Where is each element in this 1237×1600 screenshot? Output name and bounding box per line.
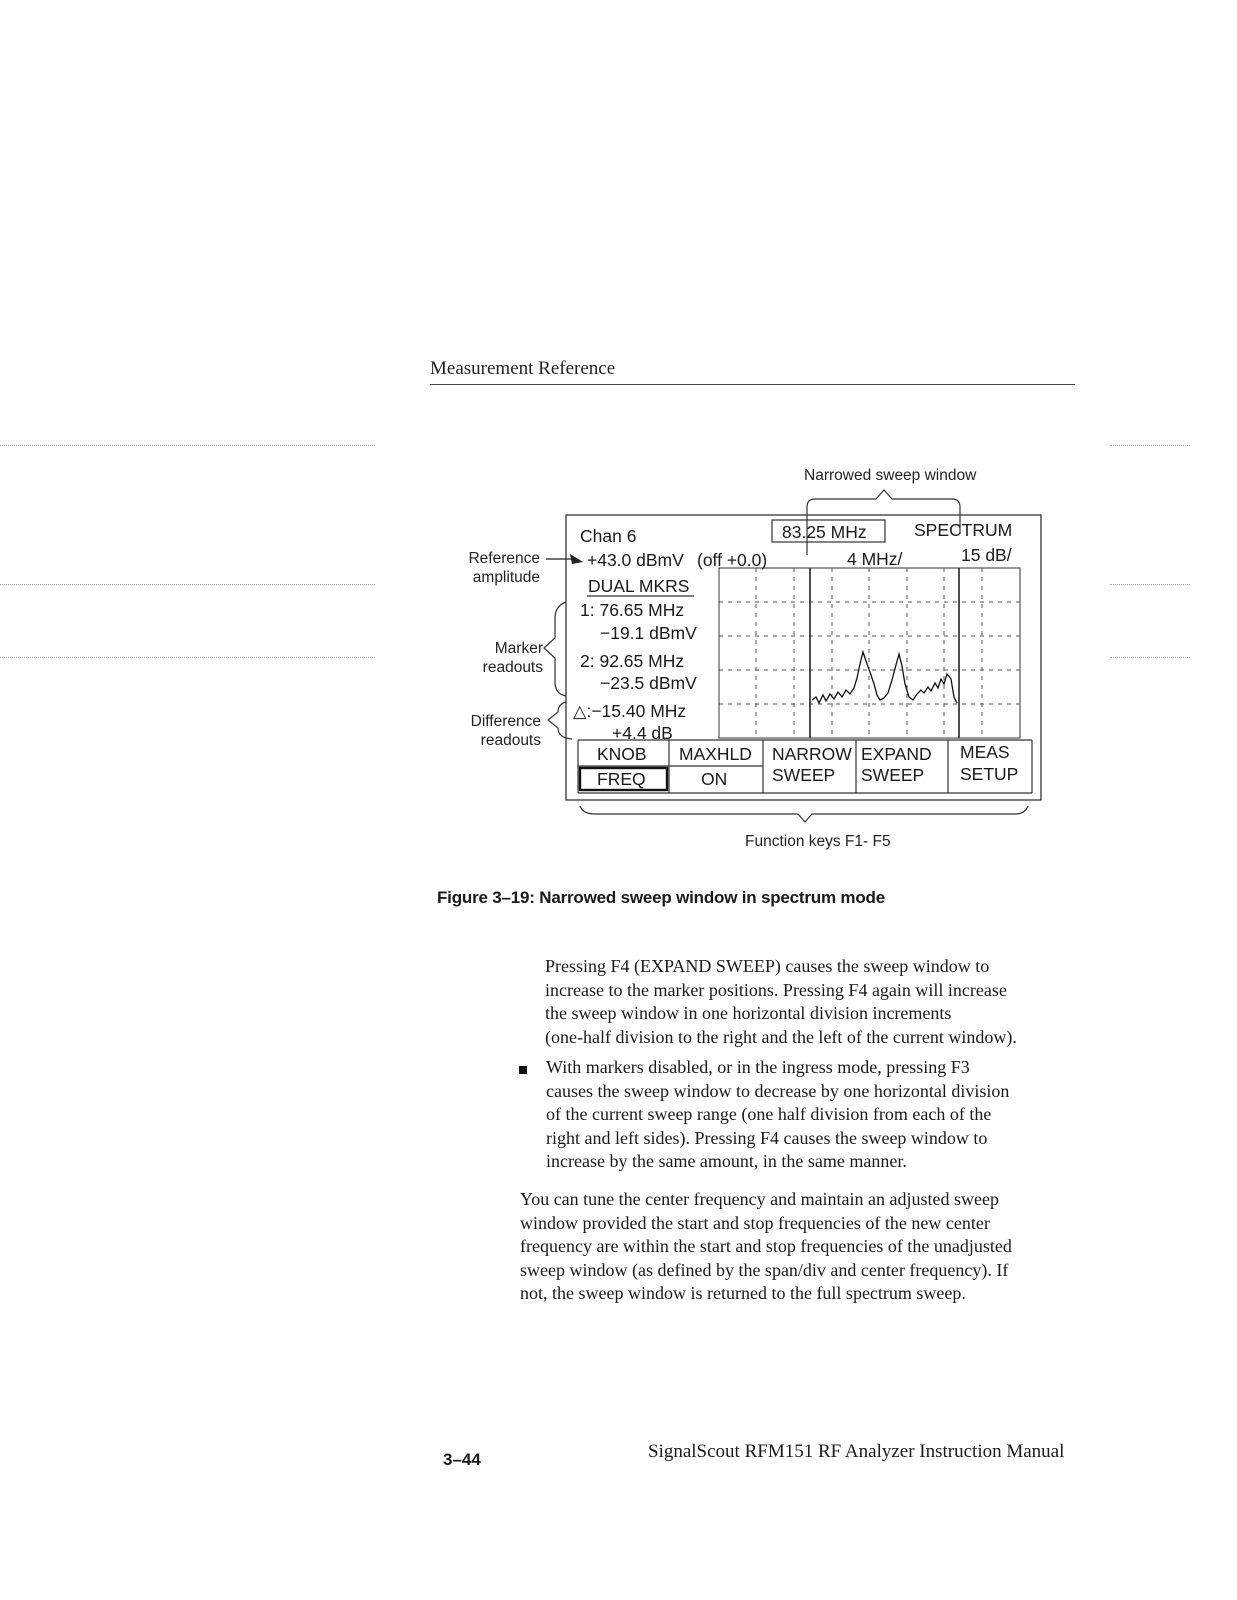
- page-number: 3–44: [443, 1450, 481, 1469]
- callout-line: readouts: [480, 732, 541, 749]
- center-frequency: 83.25 MHz: [782, 522, 867, 542]
- text-line: You can tune the center frequency and maintain an adjusted sweep: [520, 1189, 1000, 1209]
- mode-label: SPECTRUM: [914, 520, 1013, 540]
- manual-title: SignalScout RFM151 RF Analyzer Instruction Manual: [648, 1441, 1065, 1462]
- marker-readouts-callout: [440, 639, 543, 677]
- text-line: frequency are within the start and stop frequencies of the unadjusted: [520, 1236, 1012, 1256]
- f4-key-label-top[interactable]: EXPAND: [861, 744, 932, 764]
- text-line: the sweep window in one horizontal division increments: [545, 1003, 952, 1023]
- function-keys-brace: [580, 806, 1028, 822]
- reference-amplitude-callout: [440, 549, 540, 587]
- spectrum-trace: [812, 652, 957, 703]
- section-title: Measurement Reference: [430, 358, 616, 379]
- difference-readouts-callout: [440, 712, 541, 750]
- callout-line: Reference: [468, 550, 540, 567]
- marker-readouts-brace: [544, 602, 566, 696]
- paragraph-tune-center: [520, 1188, 1012, 1306]
- f5-key-label-bottom[interactable]: SETUP: [960, 764, 1019, 784]
- offset-readout: (off +0.0): [697, 550, 768, 570]
- channel-label: Chan 6: [580, 526, 637, 546]
- text-line: not, the sweep window is returned to the full spectrum sweep.: [520, 1283, 966, 1303]
- delta-frequency: △:−15.40 MHz: [573, 701, 687, 721]
- f5-key-label-top[interactable]: MEAS: [960, 742, 1010, 762]
- callout-line: Difference: [470, 713, 541, 730]
- span-per-division: 4 MHz/: [847, 549, 903, 569]
- text-line: Pressing F4 (EXPAND SWEEP) causes the sweep window to: [545, 956, 990, 976]
- scale-per-division: 15 dB/: [961, 545, 1012, 565]
- difference-readouts-brace: [548, 702, 572, 739]
- marker2-frequency: 2: 92.65 MHz: [580, 651, 685, 671]
- f3-key-label-top[interactable]: NARROW: [772, 744, 852, 764]
- text-line: With markers disabled, or in the ingress mode, pressing F3: [546, 1057, 970, 1077]
- f1-key-label-bottom[interactable]: FREQ: [597, 769, 646, 789]
- text-line: (one-half division to the right and the left of the current window).: [545, 1026, 1017, 1047]
- f3-key-label-bottom[interactable]: SWEEP: [772, 765, 836, 785]
- text-line: of the current sweep range (one half division from each of the: [546, 1104, 992, 1124]
- f4-key-label-bottom[interactable]: SWEEP: [861, 765, 925, 785]
- f2-key-label-bottom[interactable]: ON: [701, 769, 728, 789]
- f2-key-label-top[interactable]: MAXHLD: [679, 744, 752, 764]
- reference-amplitude: +43.0 dBmV: [587, 550, 684, 570]
- marker1-frequency: 1: 76.65 MHz: [580, 600, 685, 620]
- marker2-level: −23.5 dBmV: [600, 673, 697, 693]
- bullet-marker: [519, 1066, 527, 1074]
- text-line: window provided the start and stop frequencies of the new center: [520, 1212, 990, 1233]
- callout-line: amplitude: [472, 569, 540, 586]
- text-line: sweep window (as defined by the span/div and center frequency). If: [520, 1259, 1009, 1280]
- reference-arrow-head: [570, 554, 583, 564]
- callout-line: readouts: [482, 659, 543, 676]
- text-line: causes the sweep window to decrease by one horizontal division: [546, 1080, 1010, 1101]
- markers-title: DUAL MKRS: [588, 576, 690, 596]
- bullet-markers-disabled: [546, 1056, 1009, 1174]
- graticule: [719, 568, 1020, 738]
- marker1-level: −19.1 dBmV: [600, 623, 697, 643]
- delta-level: +4.4 dB: [612, 723, 673, 743]
- figure-caption: Figure 3–19: Narrowed sweep window in spectrum mode: [437, 888, 885, 907]
- narrowed-window-callout: Narrowed sweep window: [804, 467, 977, 484]
- f1-key-label-top[interactable]: KNOB: [597, 744, 647, 764]
- callout-line: Marker: [494, 640, 543, 657]
- text-line: increase to the marker positions. Pressing F4 again will increase: [545, 979, 1007, 1000]
- function-keys-callout: Function keys F1- F5: [745, 833, 891, 850]
- paragraph-expand-sweep: [545, 955, 1017, 1049]
- text-line: right and left sides). Pressing F4 causes the sweep window to: [546, 1127, 988, 1148]
- text-line: increase by the same amount, in the same manner.: [546, 1151, 907, 1171]
